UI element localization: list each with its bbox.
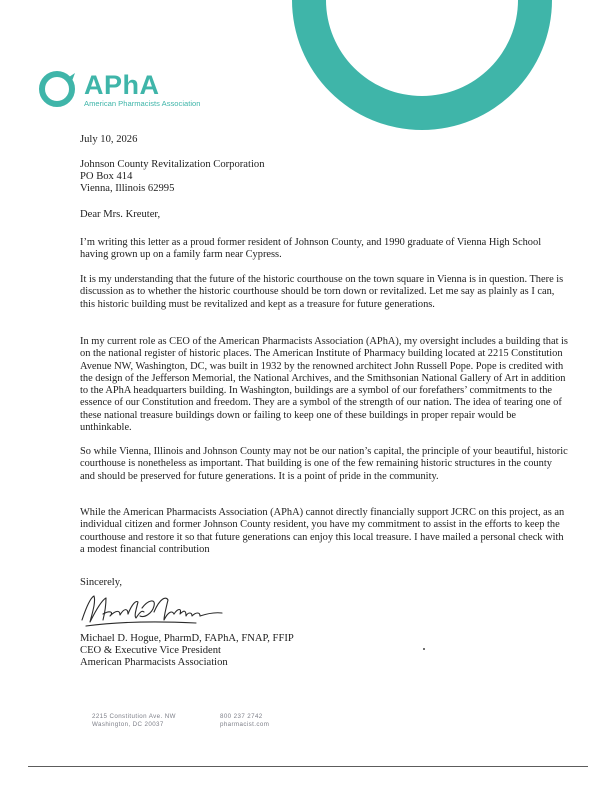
footer-address-line1: 2215 Constitution Ave. NW bbox=[92, 713, 176, 720]
signer-name: Michael D. Hogue, PharmD, FAPhA, FNAP, FFIP bbox=[80, 633, 294, 644]
recipient-org: Johnson County Revitalization Corporation bbox=[80, 159, 265, 170]
footer-phone: 800 237 2742 bbox=[220, 713, 263, 720]
body-paragraph: In my current role as CEO of the American Pharmacists Association (APhA), my oversight includes a building that is on the national register of historic places. The American Institute of Pharmacy building located at 2215 Constitution Avenue NW, Washington, DC, was built in 1932 by the renowned architect John Russell Pope. Pope is credited with the design of the Jefferson Memorial, the National Archives, and the Smithsonian National Gallery of Art in addition to the APhA headquarters building. In Washington, buildings are a symbol of our forefathers’ commitments to the essence of our Constitution and freedom. They are a symbol of the strength of our nation. The idea of tearing one of these national treasure buildings down or failing to keep one of these buildings in proper repair would be unthinkable. bbox=[80, 336, 568, 434]
body-paragraph: It is my understanding that the future of the historic courthouse on the town square in Vienna is in question. There is discussion as to whether the historic courthouse should be torn down or revitalized. Let me say as plainly as I can, this historic building must be revitalized and kept as a treasure for future generations. bbox=[80, 274, 564, 310]
footer-rule bbox=[28, 766, 588, 767]
signer-org: American Pharmacists Association bbox=[80, 657, 228, 668]
recipient-street: PO Box 414 bbox=[80, 171, 133, 182]
recipient-city: Vienna, Illinois 62995 bbox=[80, 183, 175, 194]
logo-org-name: American Pharmacists Association bbox=[84, 99, 201, 108]
letter-date: July 10, 2026 bbox=[80, 134, 138, 145]
logo-wordmark: APhA bbox=[84, 70, 160, 100]
body-paragraph: So while Vienna, Illinois and Johnson County may not be our nation’s capital, the principle of your beautiful, historic courthouse is nonetheless as important. That building is one of the few remaining historic structures in the county and should be preserved for future generations. It is a point of pride in the community. bbox=[80, 446, 568, 482]
signer-title: CEO & Executive Vice President bbox=[80, 645, 221, 656]
body-paragraph: While the American Pharmacists Association (APhA) cannot directly financially support JCRC on this project, as an individual citizen and former Johnson County resident, you have my commitment to assist in the efforts to keep the courthouse and restore it so that future generations can enjoy this local treasure. I have mailed a personal check with a modest financial contribution bbox=[80, 507, 565, 555]
footer-address-line2: Washington, DC 20037 bbox=[92, 721, 164, 728]
apha-circle-logo-icon bbox=[38, 70, 78, 110]
footer-website: pharmacist.com bbox=[220, 721, 270, 728]
handwritten-signature-icon bbox=[76, 590, 226, 632]
closing: Sincerely, bbox=[80, 577, 122, 588]
body-paragraph: I’m writing this letter as a proud former resident of Johnson County, and 1990 graduate of Vienna High School having grown up on a family farm near Cypress. bbox=[80, 237, 542, 261]
scan-speck bbox=[423, 648, 425, 650]
salutation: Dear Mrs. Kreuter, bbox=[80, 209, 161, 220]
apha-logo bbox=[38, 70, 268, 110]
